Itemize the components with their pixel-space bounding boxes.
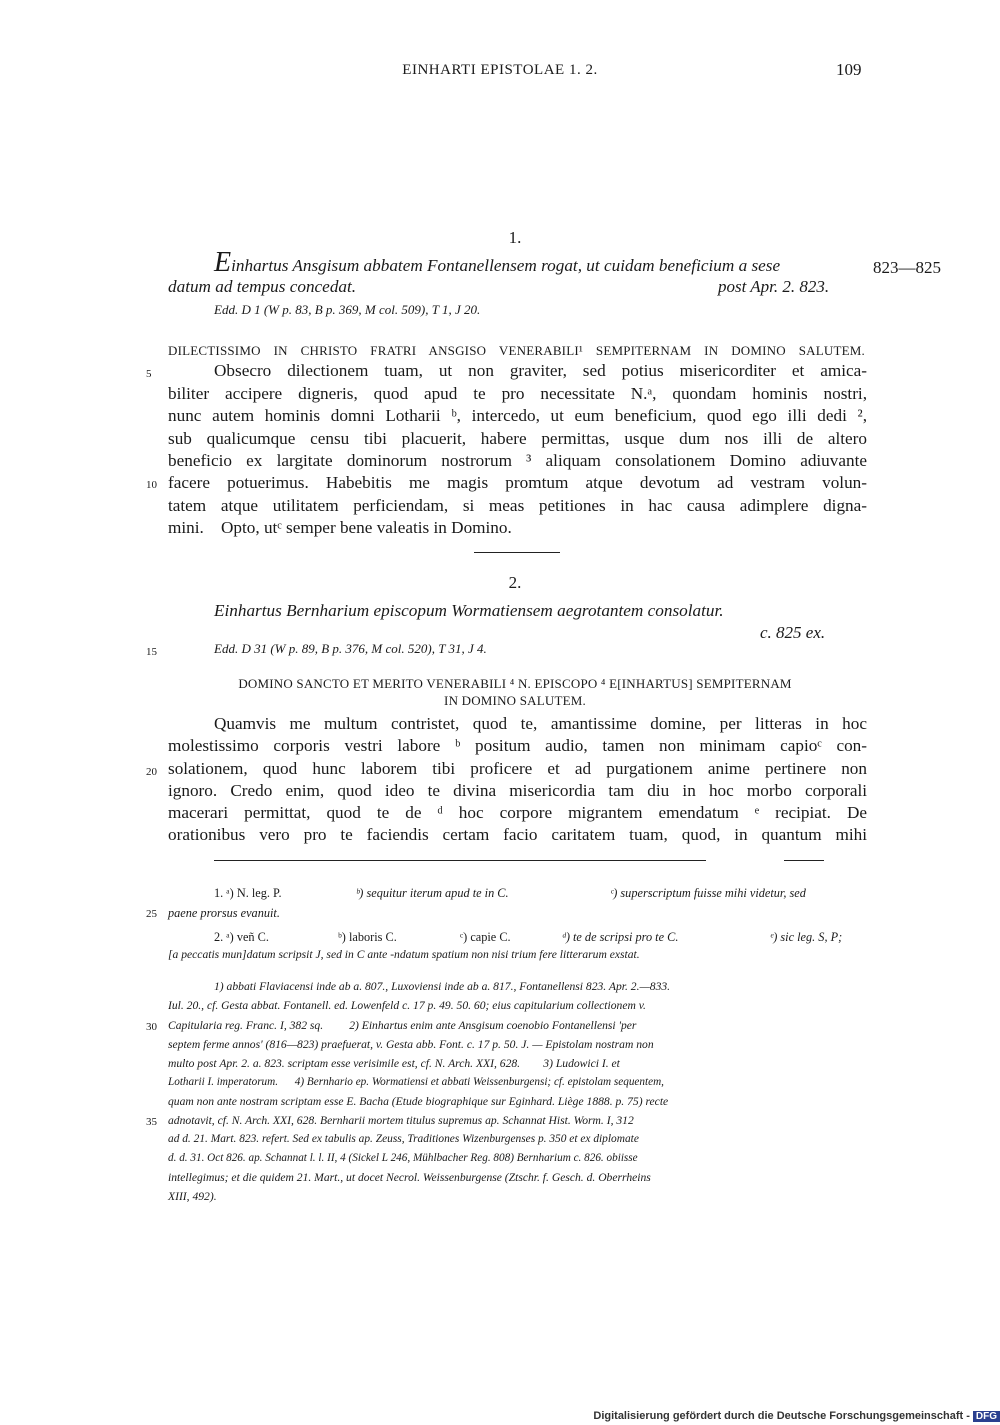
letter-2-regest: Einhartus Bernharium episcopum Wormatiensem aegrotantem consolatur.	[214, 601, 724, 620]
letter-1-line: biliter accipere digneris, quod apud te pro necessitate N.ᵃ, quondam hominis nostri,	[168, 384, 867, 403]
note-line: XIII, 492).	[168, 1190, 217, 1203]
line-number-35: 35	[146, 1116, 157, 1128]
note-line: adnotavit, cf. N. Arch. XXI, 628. Bernharii mortem titulus supremus ap. Schannat Hist. Worm. I, 312	[168, 1114, 634, 1127]
letter-1-regest-line-1: Einhartus Ansgisum abbatem Fontanellensem rogat, ut cuidam beneficium a sese	[214, 247, 781, 278]
apparatus-2-a: 2. ᵃ) veñ C.	[214, 930, 269, 944]
apparatus-2-c: ᶜ) capie C.	[460, 930, 511, 944]
apparatus-2-b: ᵇ) laboris C.	[338, 930, 397, 944]
section-divider	[474, 552, 560, 553]
drop-cap: E	[214, 247, 232, 278]
apparatus-1-cont: paene prorsus evanuit.	[168, 906, 280, 920]
note-line: multo post Apr. 2. a. 823. scriptam esse verisimile est, cf. N. Arch. XXI, 628. 3) Ludowici I. et	[168, 1057, 620, 1070]
apparatus-1-c: ᶜ) superscriptum fuisse mihi videtur, sed	[610, 886, 806, 900]
apparatus-2-e: ᵉ) sic leg. S, P;	[770, 930, 843, 944]
page-number: 109	[836, 60, 862, 79]
line-number-20: 20	[146, 766, 157, 778]
letter-1-line: facere potuerimus. Habebitis me magis promtum atque devotum ad vestram volun-	[168, 473, 867, 492]
apparatus-1-a: 1. ᵃ) N. leg. P.	[214, 886, 282, 900]
letter-1-number: 1.	[508, 228, 522, 247]
note-line: 1) abbati Flaviacensi inde ab a. 807., Luxoviensi inde ab a. 817., Fontanellensi 823. Apr. 2.—833.	[214, 980, 671, 993]
note-line: ad d. 21. Mart. 823. refert. Sed ex tabulis ap. Zeuss, Traditiones Wizenburgenses p. 350 et ex diplomate	[168, 1133, 639, 1145]
funding-footer: Digitalisierung gefördert durch die Deutsche Forschungsgemeinschaft - DFG	[593, 1410, 1000, 1422]
letter-1-salutation: DILECTISSIMO IN CHRISTO FRATRI ANSGISO VENERABILI¹ SEMPITERNAM IN DOMINO SALUTEM.	[168, 343, 865, 358]
note-line: quam non ante nostram scriptam esse E. Bacha (Etude biographique sur Eginhard. Liège 1888. p. 75) recte	[168, 1095, 669, 1108]
letter-1-line: tatem atque utilitatem perficiendam, si meas petitiones in hac causa adimplere digna-	[168, 496, 867, 515]
note-line: septem ferme annos' (816—823) praefuerat, v. Gesta abb. Font. c. 17 p. 50. J. — Epistolam nostram non	[168, 1038, 654, 1051]
letter-2-line: solationem, quod hunc laborem tibi proficere et ad purgationem anime pertinere non	[168, 759, 867, 778]
note-line: Lotharii I. imperatorum. 4) Bernhario ep. Wormatiensi et abbati Weissenburgensi; cf. epistolam sequentem,	[168, 1076, 664, 1088]
letter-1-editions: Edd. D 1 (W p. 83, B p. 369, M col. 509), T 1, J 20.	[214, 302, 481, 317]
note-line: d. d. 31. Oct 826. ap. Schannat l. l. II, 4 (Sickel L 246, Mühlbacher Reg. 808) Bernharium c. 826. obiisse	[168, 1152, 638, 1164]
line-number-25: 25	[146, 908, 157, 920]
letter-1-regest-line-2: datum ad tempus concedat.	[168, 277, 357, 296]
apparatus-2-cont: [a peccatis mun]datum scripsit J, sed in C ante -ndatum spatium non nisi trium fere litterarum exstat.	[168, 948, 640, 961]
line-number-30: 30	[146, 1021, 157, 1033]
letter-2-salutation-line-2: IN DOMINO SALUTEM.	[444, 693, 586, 708]
letter-2-date: c. 825 ex.	[760, 623, 826, 642]
letter-2-number: 2.	[508, 573, 522, 592]
letter-2-salutation-line-1: DOMINO SANCTO ET MERITO VENERABILI ⁴ N. EPISCOPO ⁴ E[INHARTUS] SEMPITERNAM	[238, 676, 792, 691]
letter-2-line: molestissimo corporis vestri labore ᵇ positum audio, tamen non minimam capioᶜ con-	[168, 736, 867, 755]
letter-1-line: mini. Opto, utᶜ semper bene valeatis in Domino.	[168, 518, 512, 537]
line-number-10: 10	[146, 479, 157, 491]
note-line: intellegimus; et die quidem 21. Mart., ut docet Necrol. Weissenburgense (Ztschr. f. Gesch. d. Oberrheins	[168, 1171, 651, 1184]
dfg-logo: DFG	[973, 1411, 1000, 1422]
apparatus-1-b: ᵇ) sequitur iterum apud te in C.	[356, 886, 509, 900]
letter-2-line: ignoro. Credo enim, quod ideo te divina misericordia tam diu in hoc morbo corporali	[168, 781, 867, 800]
letter-2-line: macerari permittat, quod te de ᵈ hoc corpore migrantem emendatum ᵉ recipiat. De	[168, 803, 867, 822]
letter-1-line: sub qualicumque censu tibi placuerit, habere permittas, usque dum nos illi de altero	[168, 429, 867, 448]
letter-1-date-post: post Apr. 2. 823.	[718, 277, 830, 296]
letter-1-date-range: 823—825	[873, 258, 941, 277]
letter-1-line: Obsecro dilectionem tuam, ut non graviter, sed potius misericorditer et amica-	[214, 361, 867, 380]
running-head-title: EINHARTI EPISTOLAE 1. 2.	[402, 62, 598, 78]
note-line: Capitularia reg. Franc. I, 382 sq. 2) Einhartus enim ante Ansgisum coenobio Fontanellensi 'per	[168, 1019, 637, 1032]
note-line: Iul. 20., cf. Gesta abbat. Fontanell. ed. Lowenfeld c. 17 p. 49. 50. 60; eius capitularium collectionem v.	[168, 999, 646, 1012]
letter-2-line: orationibus vero pro te faciendis certam facio caritatem tuam, quod, in quantum mihi	[168, 825, 867, 844]
apparatus-2-d: ᵈ) te de scripsi pro te C.	[562, 930, 679, 944]
letter-2-editions: Edd. D 31 (W p. 89, B p. 376, M col. 520), T 31, J 4.	[214, 641, 487, 656]
line-number-15: 15	[146, 646, 157, 658]
footnote-separator	[214, 860, 706, 861]
letter-1-line: beneficio ex largitate dominorum nostrorum ³ aliquam consolationem Domino adiuvante	[168, 451, 867, 470]
letter-1-line: nunc autem hominis domni Lotharii ᵇ, intercedo, ut eum beneficium, quod ego illi dedi ²,	[168, 406, 867, 425]
letter-2-line: Quamvis me multum contristet, quod te, amantissime domine, per litteras in hoc	[214, 714, 867, 733]
line-number-5: 5	[146, 368, 152, 380]
footnote-separator-short	[784, 860, 824, 861]
